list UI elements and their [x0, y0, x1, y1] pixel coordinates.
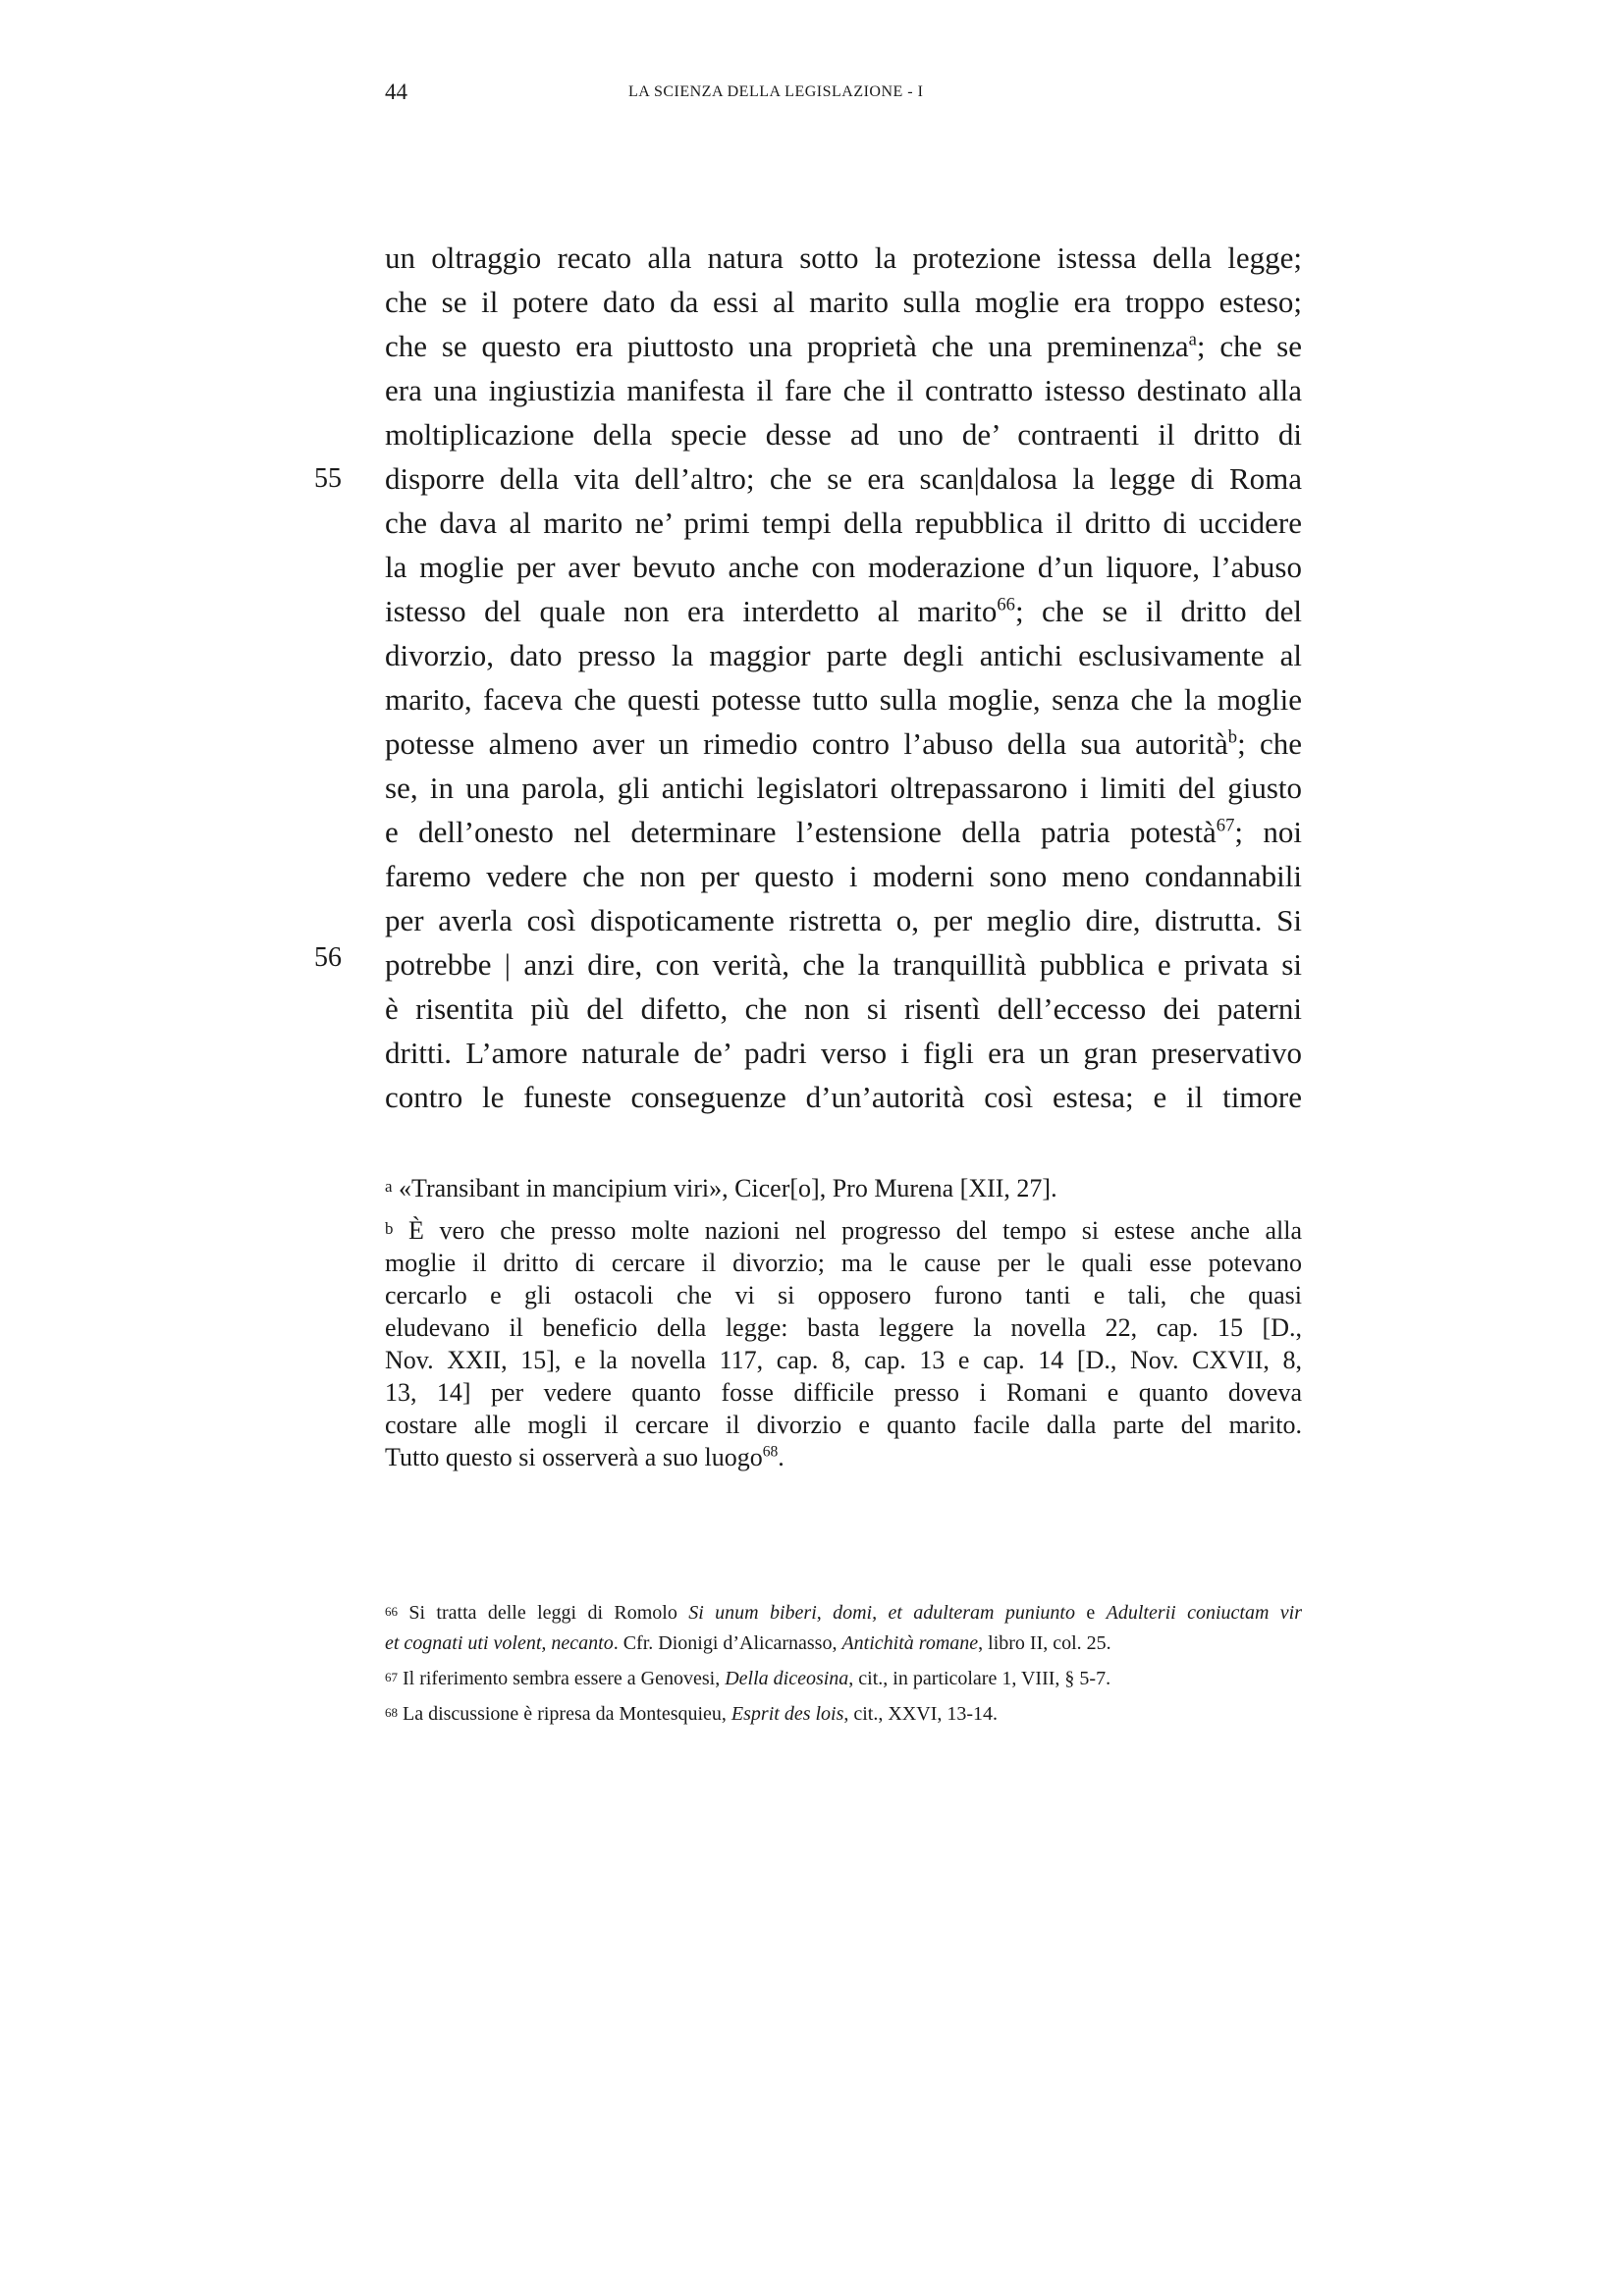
- footnote-b-line: cercarlo e gli ostacoli che vi si opposero furono tanti e tali, che quasi: [385, 1281, 1302, 1309]
- editor-note-66-line-2: [385, 1629, 1302, 1659]
- body-line: [385, 810, 1302, 854]
- footnote-b-line: Nov. XXII, 15], e la novella 117, cap. 8, cap. 13 e cap. 14 [D., Nov. CXVII, 8,: [385, 1346, 1302, 1374]
- footnote-a: [385, 1172, 1302, 1204]
- body-text-fragment: ; che se: [1196, 329, 1302, 363]
- editor-note-text: Il riferimento sembra essere a Genovesi,: [403, 1668, 726, 1689]
- footnote-ref-b: b: [1227, 726, 1238, 748]
- editor-note-mark-66: 66: [385, 1604, 398, 1619]
- editor-note-italic: Esprit des lois: [730, 1703, 844, 1725]
- footnote-ref-66: 66: [997, 594, 1015, 615]
- body-text-fragment: istesso del quale non era interdetto al marito: [385, 594, 998, 628]
- footnote-a-text: «Transibant in mancipium viri», Cicer[o], Pro Murena [XII, 27].: [399, 1174, 1057, 1202]
- editor-footnotes: [385, 1598, 1302, 1730]
- editor-note-text: . Cfr. Dionigi d’Alicarnasso,: [613, 1632, 842, 1654]
- body-text-fragment: che se questo era piuttosto una proprietà che una preminenza: [385, 329, 1189, 363]
- editor-note-italic: et cognati uti volent, necanto: [385, 1632, 614, 1654]
- body-line: marito, faceva che questi potesse tutto sulla moglie, senza che la moglie: [385, 682, 1302, 717]
- editor-note-mark-67: 67: [385, 1670, 398, 1684]
- footnote-ref-a: a: [1188, 329, 1197, 350]
- body-line: un oltraggio recato alla natura sotto la protezione istessa della legge;: [385, 240, 1302, 275]
- body-line: moltiplicazione della specie desse ad uno de’ contraenti il dritto di: [385, 417, 1302, 452]
- body-line: era una ingiustizia manifesta il fare che il contratto istesso destinato alla: [385, 373, 1302, 407]
- margin-line-number-56: 56: [314, 942, 342, 973]
- footnote-b-period: .: [778, 1443, 784, 1471]
- body-line: faremo vedere che non per questo i moderni sono meno condannabili: [385, 859, 1302, 893]
- body-text-fragment: e dell’onesto nel determinare l’estensione della patria potestà: [385, 815, 1217, 849]
- footnote-b-line: eludevano il beneficio della legge: basta leggere la novella 22, cap. 15 [D.,: [385, 1313, 1302, 1342]
- body-line: che dava al marito ne’ primi tempi della repubblica il dritto di uccidere: [385, 506, 1302, 540]
- body-line: la moglie per aver bevuto anche con moderazione d’un liquore, l’abuso: [385, 550, 1302, 584]
- editor-note-68: [385, 1699, 1302, 1730]
- editor-note-text: Si tratta delle leggi di Romolo: [408, 1602, 689, 1624]
- body-text-fragment: potesse almeno aver un rimedio contro l’abuso della sua autorità: [385, 726, 1228, 761]
- editor-note-text: , cit., XXVI, 13-14.: [843, 1703, 999, 1725]
- body-line: [385, 324, 1302, 368]
- body-line: per averla così dispoticamente ristretta o, per meglio dire, distrutta. Si: [385, 903, 1302, 937]
- body-line: [385, 721, 1302, 766]
- footnote-b-text: Tutto questo si osserverà a suo luogo: [385, 1443, 763, 1471]
- author-footnotes: [385, 1172, 1302, 1473]
- footnote-b-line: [385, 1441, 1302, 1473]
- editor-note-italic: Si unum biberi, domi, et adulteram puniunto: [688, 1602, 1075, 1624]
- editor-note-text: e: [1075, 1602, 1107, 1624]
- footnote-ref-68: 68: [762, 1443, 779, 1461]
- editor-note-text: La discussione è ripresa da Montesquieu,: [403, 1703, 731, 1725]
- running-head: LA SCIENZA DELLA LEGISLAZIONE - I: [628, 83, 924, 100]
- body-line: potrebbe | anzi dire, con verità, che la tranquillità pubblica e privata si: [385, 947, 1302, 982]
- footnote-b-text: È vero che presso molte nazioni nel progresso del tempo si estese anche alla: [408, 1216, 1302, 1245]
- editor-note-mark-68: 68: [385, 1705, 398, 1720]
- editor-note-italic: Antichità romane: [841, 1632, 979, 1654]
- editor-note-67: [385, 1664, 1302, 1694]
- editor-note-italic: Adulterii coniuctam vir: [1106, 1602, 1302, 1624]
- body-text-fragment: ; noi: [1234, 815, 1302, 849]
- body-text-fragment: ; che: [1237, 726, 1303, 761]
- footnote-mark-b: b: [385, 1219, 394, 1238]
- body-line: [385, 589, 1302, 633]
- footnote-b-line: costare alle mogli il cercare il divorzio e quanto facile dalla parte del marito.: [385, 1411, 1302, 1439]
- body-line: disporre della vita dell’altro; che se era scan|dalosa la legge di Roma: [385, 461, 1302, 496]
- body-line: che se il potere dato da essi al marito sulla moglie era troppo esteso;: [385, 285, 1302, 319]
- body-line: dritti. L’amore naturale de’ padri verso i figli era un gran preservativo: [385, 1036, 1302, 1070]
- editor-note-italic: Della diceosina: [725, 1668, 849, 1689]
- body-line: contro le funeste conseguenze d’un’autorità così estesa; e il timore: [385, 1080, 1302, 1114]
- editor-note-text: , libro II, col. 25.: [978, 1632, 1111, 1654]
- footnote-ref-67: 67: [1216, 815, 1235, 836]
- footnote-b-line: 13, 14] per vedere quanto fosse difficile presso i Romani e quanto doveva: [385, 1378, 1302, 1407]
- margin-line-number-55: 55: [314, 463, 342, 494]
- body-line: se, in una parola, gli antichi legislatori oltrepassarono i limiti del giusto: [385, 771, 1302, 805]
- editor-note-66: [385, 1598, 1302, 1629]
- body-line: divorzio, dato presso la maggior parte degli antichi esclusivamente al: [385, 638, 1302, 672]
- footnote-b-line: moglie il dritto di cercare il divorzio; ma le cause per le quali esse potevano: [385, 1249, 1302, 1277]
- footnote-b-line: [385, 1214, 1302, 1247]
- editor-note-text: , cit., in particolare 1, VIII, § 5-7.: [848, 1668, 1111, 1689]
- page-number: 44: [385, 80, 407, 104]
- body-text: [385, 236, 1302, 1119]
- body-line: è risentita più del difetto, che non si risentì dell’eccesso dei paterni: [385, 991, 1302, 1026]
- footnote-mark-a: a: [385, 1177, 393, 1196]
- body-text-fragment: ; che se il dritto del: [1014, 594, 1303, 628]
